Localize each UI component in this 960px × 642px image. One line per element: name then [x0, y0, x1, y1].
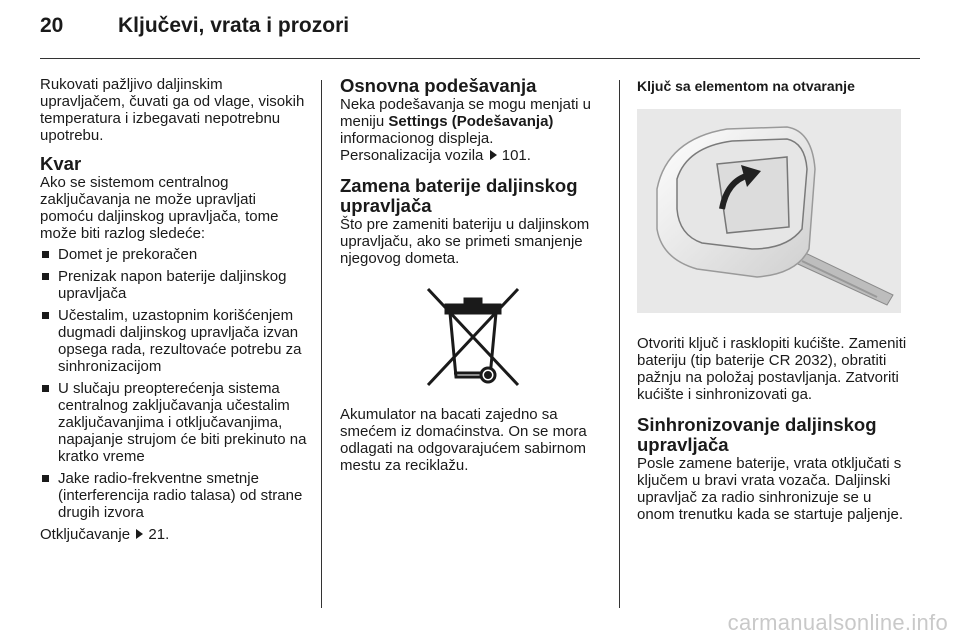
list-item: U slučaju preopterećenja sistema centralnog zaključavanja učestalim zaključavanjima i otključavanjima, napajanje strujom će biti prekinuto na kratko vreme [40, 380, 308, 465]
kvar-bullet-list [40, 246, 308, 521]
list-item: Domet je prekoračen [40, 246, 308, 263]
key-heading: Ključ sa elementom na otvaranje [637, 78, 855, 94]
column-3 [637, 76, 909, 523]
key-illustration [637, 109, 901, 313]
column-divider-2 [619, 80, 620, 608]
key-paragraph: Otvoriti ključ i rasklopiti kućište. Zameniti bateriju (tip baterije CR 2032), obratiti pažnju na položaj postavljanja. Zatvoriti kućište i sinhronizovati ga. [637, 335, 907, 403]
list-item: Prenizak napon baterije daljinskog upravljača [40, 268, 308, 302]
basic-settings-text: Neka podešavanja se mogu menjati u meniju [340, 96, 591, 130]
list-item: Učestalim, uzastopnim korišćenjem dugmadi daljinskog upravljača izvan opsega rada, rezultovaće potrebu za sinhronizacijom [40, 307, 308, 375]
cross-reference[interactable] [40, 526, 308, 543]
personalization-page: 101. [501, 147, 531, 164]
basic-settings-heading: Osnovna podešavanja [340, 75, 537, 96]
watermark: carmanualsonline.info [727, 610, 948, 635]
page-reference-arrow-icon [490, 150, 497, 160]
personalization-label: Personalizacija vozila [340, 147, 484, 164]
personalization-reference[interactable] [340, 147, 606, 164]
battery-replacement-heading: Zamena baterije daljinskog upravljača [340, 175, 578, 216]
column-2 [340, 76, 606, 474]
cross-reference-page: 21. [148, 526, 170, 543]
page-reference-arrow-icon [136, 529, 143, 539]
kvar-heading: Kvar [40, 153, 82, 174]
kvar-paragraph: Ako se sistemom centralnog zaključavanja ne može upravljati pomoću daljinskog upravljača, tome može biti razlog sledeće: [40, 174, 279, 242]
page-number: 20 [40, 14, 64, 37]
key-image-icon [637, 109, 901, 313]
disposal-paragraph: Akumulator na bacati zajedno sa smećem iz domaćinstva. On se mora odlagati na odgovarajućem sabirnom mestu za reciklažu. [340, 406, 587, 474]
column-divider-1 [321, 80, 322, 608]
crossed-out-bin-icon [418, 285, 528, 390]
cross-reference-label: Otključavanje [40, 526, 131, 543]
basic-settings-text-2: informacionog displeja. [340, 130, 494, 147]
header-divider [40, 58, 920, 59]
page-title: Ključevi, vrata i prozori [118, 14, 350, 37]
sync-paragraph: Posle zamene baterije, vrata otključati s ključem u bravi vrata vozača. Daljinski upravljač za radio sinhronizuje se u onom trenutku kada se startuje paljenje. [637, 455, 903, 523]
battery-replacement-paragraph: Što pre zameniti bateriju u daljinskom upravljaču, ako se primeti smanjenje njegovog dometa. [340, 216, 590, 267]
basic-settings-paragraph [340, 96, 606, 147]
sync-heading: Sinhronizovanje daljinskog upravljača [637, 414, 877, 455]
intro-paragraph: Rukovati pažljivo daljinskim upravljačem, čuvati ga od vlage, visokih temperatura i izbegavati nepotrebnu upotrebu. [40, 76, 305, 144]
settings-menu-name: Settings (Podešavanja) [388, 113, 554, 130]
page-header [40, 14, 349, 48]
column-1 [40, 76, 308, 543]
list-item: Jake radio-frekventne smetnje (interferencija radio talasa) od strane drugih izvora [40, 470, 308, 521]
